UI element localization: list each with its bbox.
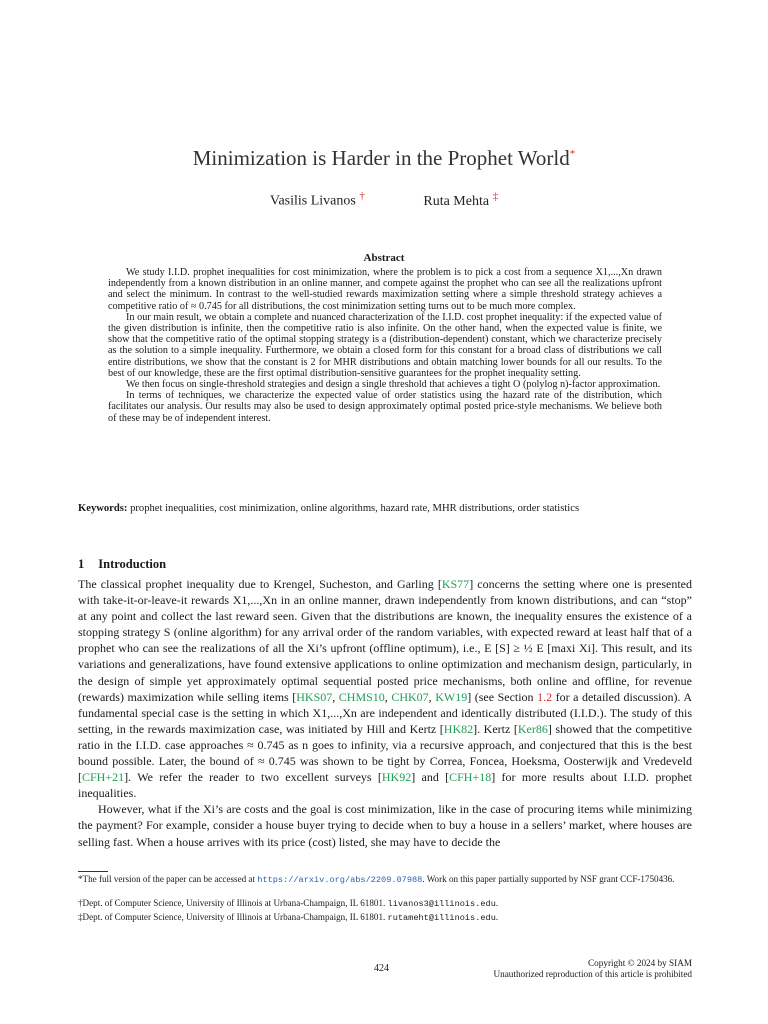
citation-link[interactable]: CFH+18 — [449, 770, 492, 785]
text-run: ] concerns the setting where one is presented with take-it-or-leave-it rewards X1,...,Xn in an online manner, drawn independently from known distributions, and can “stop” at any point and collect the last reward seen. Given that the distributions are known, the inequality ensures the existence of a stopping strategy S (online algorithm) for any arrival order of the random variables, with expected reward at least half that of a prophet who can see the realizations of all the Xi’s upfront (offline optimum), i.e., E [S] ≥ ½ E [maxi Xi]. This result, and its variations and generalizations, have found extensive applications to online optimization and mechanism design, particularly, in the design of simple yet approximately optimal sequential posted price mechanisms, both online and offline, for revenue (rewards) maximization while selling items [ — [78, 577, 692, 704]
intro-body — [78, 576, 692, 850]
citation-link[interactable]: CHMS10 — [338, 689, 385, 704]
paper-title — [0, 146, 768, 171]
copyright-line: Copyright © 2024 by SIAM — [588, 958, 692, 968]
intro-paragraph-2: However, what if the Xi’s are costs and the goal is cost minimization, like in the case of procuring items while minimizing the payment? For example, consider a house buyer trying to decide when to buy a house in a sellers’ market, where houses are selling fast. When a house arrives with its price (cost) listed, she may have to decide the — [78, 802, 692, 849]
footnote-2: †Dept. of Computer Science, University of Illinois at Urbana-Champaign, IL 61801. livanos3@illinois.edu. — [78, 898, 499, 909]
page-number: 424 — [374, 963, 389, 974]
text-run: ] and [ — [411, 770, 450, 785]
author-1 — [270, 190, 365, 210]
text-run: for a detailed discussion). A fundamental special case is the setting in which X1,...,Xn are independent and identically distributed (I.I.D.). The study of this setting, in the rewards maximization case, was initiated by Hill and Kertz [ — [78, 689, 693, 736]
citation-link[interactable]: KS77 — [441, 577, 470, 591]
footnote-text: ‡Dept. of Computer Science, University of Illinois at Urbana-Champaign, IL 61801. — [78, 912, 388, 922]
keywords — [78, 503, 698, 514]
author-1-name: Vasilis Livanos — [269, 193, 356, 209]
citation-link[interactable]: CHK07 — [391, 689, 429, 704]
abstract-paragraph-1: We study I.I.D. prophet inequalities for cost minimization, where the problem is to pick a cost from a sequence X1,...,Xn drawn independently from a known distribution in an online manner, and compete against the prophet who can see all the realizations upfront and select the minimum. In contrast to the well-studied rewards maximization setting where a simple threshold strategy achieves a competitive ratio of ≈ 0.745 for all distributions, the cost minimization setting turns out to be much more complex. — [108, 267, 662, 312]
text-run: ]. We refer the reader to two excellent surveys [ — [124, 770, 382, 785]
section-ref-link[interactable]: 1.2 — [537, 689, 553, 704]
keywords-label: Keywords: — [78, 503, 128, 514]
footnote-rule — [78, 871, 108, 872]
citation-link[interactable]: KW19 — [435, 689, 468, 704]
author-1-mark[interactable]: † — [359, 190, 365, 202]
keywords-text: prophet inequalities, cost minimization, online algorithms, hazard rate, MHR distributions, order statistics — [130, 503, 580, 514]
author-list — [0, 190, 768, 210]
arxiv-link[interactable]: https://arxiv.org/abs/2209.07988 — [257, 875, 423, 885]
title-footnote-mark[interactable]: * — [569, 148, 576, 160]
abstract-paragraph-4: In terms of techniques, we characterize the expected value of order statistics using the hazard rate of the distribution, which facilitates our analysis. Our results may also be used to design approximately optimal posted price-style mechanisms. We believe both of these may be of independent interest. — [108, 390, 662, 424]
section-number: 1 — [78, 557, 85, 571]
citation-link[interactable]: HK82 — [443, 721, 474, 736]
citation-link[interactable]: Ker86 — [517, 721, 548, 736]
text-run: ] showed that the competitive ratio in the I.I.D. case approaches ≈ 0.745 as n goes to infinity, via a recursive approach, and conjectured that this is the best bound possible. Later, the bound of ≈ 0.745 was shown to be tight by Correa, Foncea, Hoeksma, Oosterwijk and Vredeveld [ — [78, 721, 693, 785]
citation-link[interactable]: HK92 — [381, 770, 412, 785]
abstract-paragraph-2: In our main result, we obtain a complete and nuanced characterization of the I.I.D. cost prophet inequality: if the expected value of the given distribution is infinite, then the competitive ratio is also infinite. On the other hand, when the expected value is finite, we show that the competitive ratio of the optimal stopping strategy is a (distribution-dependent) constant, which we characterize precisely as the solution to a simple inequality. Furthermore, we obtain a closed form for this constant for a broad class of distributions we call entire distributions, we show that the constant is 2 for MHR distributions and obtain matching lower bounds for all our results. To the best of our knowledge, these are the first optimal distribution-sensitive guarantees for the prophet inequality setting. — [108, 311, 662, 379]
abstract-heading: Abstract — [363, 252, 405, 264]
author-2-mark[interactable]: ‡ — [492, 190, 499, 202]
author-2 — [423, 190, 499, 209]
author-2-email: rutameht@illinois.edu — [387, 913, 496, 923]
citation-link[interactable]: HKS07 — [296, 689, 333, 704]
abstract-body — [108, 267, 662, 424]
footnote-text: *The full version of the paper can be accessed at — [78, 874, 258, 884]
intro-paragraph-1: The classical prophet inequality due to Krengel, Sucheston, and Garling [KS77] concerns the setting where one is presented with take-it-or-leave-it rewards X1,...,Xn in an online manner, drawn independently from known distributions, and can “stop” at any point and collect the last reward seen. Given that the distributions are known, the inequality ensures the existence of a stopping strategy S (online algorithm) for any arrival order of the random variables, with expected reward at least half that of a prophet who can see the realizations of all the Xi’s upfront (offline optimum), i.e., E [S] ≥ ½ E [maxi Xi]. This result, and its variations and generalizations, have found extensive applications to online optimization and mechanism design, particularly, in the design of simple yet approximately optimal sequential posted price mechanisms, both online and offline, for revenue (rewards) maximization while selling items [HKS07, CHMS10, CHK07, KW19] (see Section 1.2 for a detailed discussion). A fundamental special case is the setting in which X1,...,Xn are independent and identically distributed (I.I.D.). The study of this setting, in the rewards maximization case, was initiated by Hill and Kertz [HK82]. Kertz [Ker86] showed that the competitive ratio in the I.I.D. case approaches ≈ 0.745 as n goes to infinity, via a recursive approach, and conjectured that this is the best bound possible. Later, the bound of ≈ 0.745 was shown to be tight by Correa, Foncea, Hoeksma, Oosterwijk and Vredeveld [CFH+21]. We refer the reader to two excellent surveys [HK92] and [CFH+18] for more results about I.I.D. prophet inequalities. — [78, 577, 693, 801]
text-run: ] for more results about I.I.D. prophet inequalities. — [78, 770, 692, 801]
copyright-notice — [494, 958, 693, 980]
section-heading — [78, 557, 166, 572]
reproduction-notice: Unauthorized reproduction of this article is prohibited — [493, 969, 692, 979]
footnote-3: ‡Dept. of Computer Science, University of Illinois at Urbana-Champaign, IL 61801. rutameht@illinois.edu. — [78, 912, 499, 923]
footnote-1 — [78, 874, 694, 887]
footnote-text: †Dept. of Computer Science, University of Illinois at Urbana-Champaign, IL 61801. — [78, 898, 388, 908]
section-title: Introduction — [98, 557, 167, 571]
author-1-email: livanos3@illinois.edu — [387, 899, 496, 909]
text-run: ] (see Section — [467, 689, 538, 704]
abstract-paragraph-3: We then focus on single-threshold strategies and design a single threshold that achieves a tight O (polylog n)-factor approximation. — [126, 379, 661, 391]
author-2-name: Ruta Mehta — [423, 193, 490, 209]
citation-link[interactable]: CFH+21 — [82, 770, 125, 785]
text-run: The classical prophet inequality due to Krengel, Sucheston, and Garling [ — [78, 577, 442, 591]
text-run: ]. Kertz [ — [473, 721, 518, 736]
title-text: Minimization is Harder in the Prophet World — [192, 146, 570, 170]
footnote-text: . Work on this paper partially supported by NSF grant CCF-1750436. — [422, 874, 675, 884]
